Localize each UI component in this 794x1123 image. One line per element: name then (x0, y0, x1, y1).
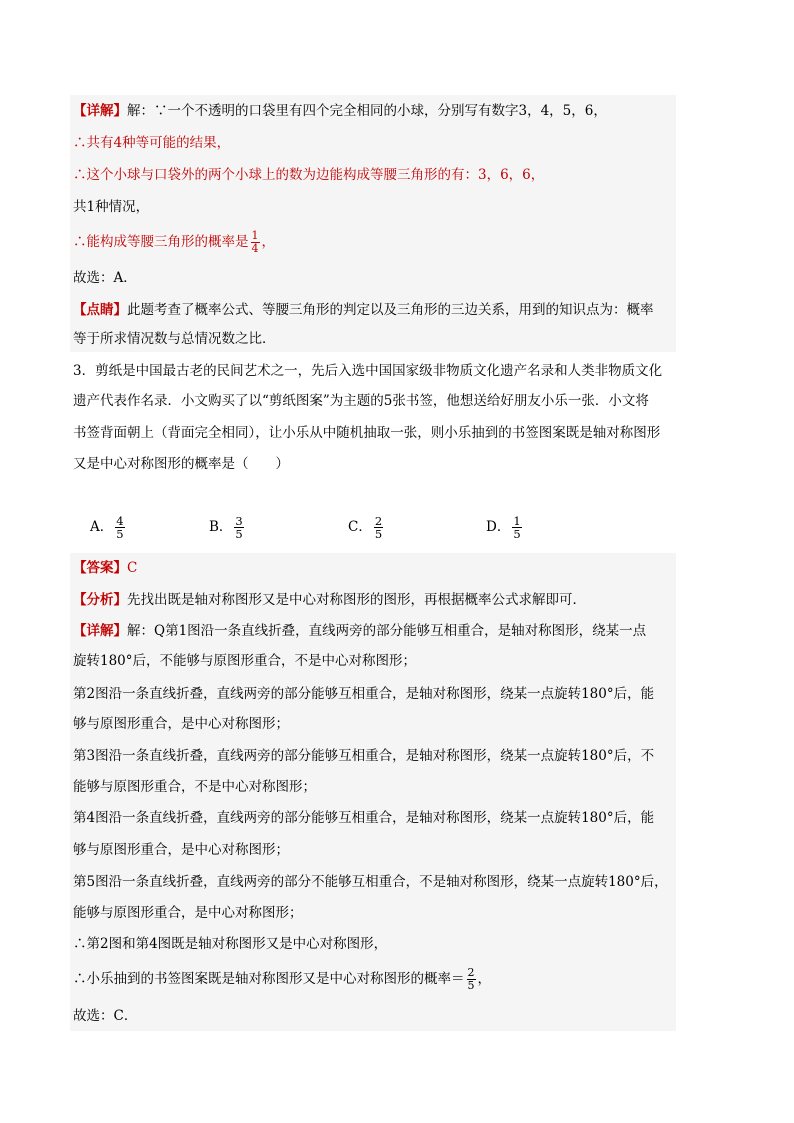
detail-line-3: ∴这个小球与口袋外的两个小球上的数为边能构成等腰三角形的有：3，6，6， (73, 167, 545, 183)
prob2-text: ∴小乐抽到的书签图案既是轴对称图形又是中心对称图形的概率＝ (73, 971, 465, 987)
analysis-tag: 【分析】 (73, 592, 127, 608)
detail2-line-8: 够与原图形重合，是中心对称图形； (73, 842, 289, 858)
detail-line-6: 故选：A． (73, 270, 137, 286)
option-b-letter: B． (209, 519, 233, 535)
option-c (348, 515, 385, 540)
detail-line-5 (73, 230, 275, 255)
prob2-denominator: 5 (467, 979, 475, 992)
option-a (90, 515, 127, 540)
prob-fraction (251, 230, 260, 255)
question-line-3: 书签背面朝上（背面完全相同），让小乐从中随机抽取一张，则小乐抽到的书签图案既是轴对称图形 (73, 425, 661, 441)
detail-text-1: 解：∵一个不透明的口袋里有四个完全相同的小球，分别写有数字3，4，5，6， (127, 103, 607, 119)
detail2-line-13: 故选：C． (73, 1008, 138, 1024)
option-c-fraction (374, 515, 383, 540)
detail2-tag: 【详解】 (73, 623, 127, 639)
prob-numerator: 1 (251, 229, 259, 242)
option-d (486, 515, 524, 540)
option-b-fraction (234, 515, 243, 540)
comment-text-1: 此题考查了概率公式、等腰三角形的判定以及三角形的三边关系，用到的知识点为：概率 (127, 302, 654, 318)
detail2-line-12 (73, 967, 491, 992)
detail-tag: 【详解】 (73, 103, 127, 119)
option-a-denominator: 5 (116, 527, 124, 541)
prob-denominator: 4 (251, 242, 259, 255)
option-b-denominator: 5 (235, 527, 243, 541)
option-d-numerator: 1 (513, 514, 521, 528)
detail2-line-3: 第2图沿一条直线折叠，直线两旁的部分能够互相重合，是轴对称图形，绕某一点旋转180°后，能 (73, 686, 655, 702)
detail-line-1 (73, 101, 607, 121)
prob2-numerator: 2 (467, 966, 475, 979)
comment-line-1 (73, 300, 654, 320)
option-a-letter: A． (90, 519, 114, 535)
answer-tag: 【答案】 (73, 560, 127, 576)
detail2-line-9: 第5图沿一条直线折叠，直线两旁的部分不能够互相重合，不是轴对称图形，绕某一点旋转180°后， (73, 874, 668, 890)
prob2-comma: ， (477, 971, 491, 987)
option-d-fraction (512, 515, 521, 540)
option-c-numerator: 2 (374, 514, 383, 528)
option-c-letter: C． (348, 519, 372, 535)
comment-tag: 【点睛】 (73, 302, 127, 318)
prob-comma: ， (261, 234, 275, 250)
question-line-4: 又是中心对称图形的概率是（ ） (73, 456, 289, 472)
analysis-line (73, 590, 586, 610)
option-b (209, 515, 246, 540)
option-d-denominator: 5 (513, 527, 521, 541)
detail2-line-11: ∴第2图和第4图既是轴对称图形又是中心对称图形， (73, 936, 388, 952)
option-d-letter: D． (486, 519, 511, 535)
detail2-text-1: 解：Q第1图沿一条直线折叠，直线两旁的部分能够互相重合，是轴对称图形，绕某一点 (127, 623, 647, 639)
option-b-numerator: 3 (235, 514, 243, 528)
detail2-line-7: 第4图沿一条直线折叠，直线两旁的部分能够互相重合，是轴对称图形，绕某一点旋转180°后，能 (73, 810, 655, 826)
detail2-line-1 (73, 621, 646, 641)
answer-text: C (127, 560, 138, 576)
answer-line (73, 558, 137, 578)
question-line-2: 遗产代表作名录．小文购买了以“剪纸图案”为主题的5张书签，他想送给好朋友小乐一张．小文将 (73, 393, 649, 409)
detail2-line-2: 旋转180°后，不能够与原图形重合，不是中心对称图形； (73, 653, 417, 669)
prob-text: ∴能构成等腰三角形的概率是 (73, 234, 249, 250)
detail2-line-10: 能够与原图形重合，是中心对称图形； (73, 905, 303, 921)
comment-line-2: 等于所求情况数与总情况数之比． (73, 331, 276, 347)
detail-line-4: 共1种情况， (73, 199, 150, 215)
analysis-text: 先找出既是轴对称图形又是中心对称图形的图形，再根据概率公式求解即可． (127, 592, 586, 608)
detail2-line-6: 能够与原图形重合，不是中心对称图形； (73, 779, 316, 795)
option-c-denominator: 5 (374, 527, 383, 541)
detail2-line-4: 够与原图形重合，是中心对称图形； (73, 716, 289, 732)
option-a-numerator: 4 (116, 514, 124, 528)
detail2-line-5: 第3图沿一条直线折叠，直线两旁的部分能够互相重合，是轴对称图形，绕某一点旋转180°后，不 (73, 748, 655, 764)
detail-line-2: ∴共有4种等可能的结果， (73, 135, 231, 151)
prob2-fraction (467, 967, 476, 992)
option-a-fraction (115, 515, 124, 540)
question-line-1: 3．剪纸是中国最古老的民间艺术之一，先后入选中国国家级非物质文化遗产名录和人类非物质文化 (73, 363, 663, 379)
